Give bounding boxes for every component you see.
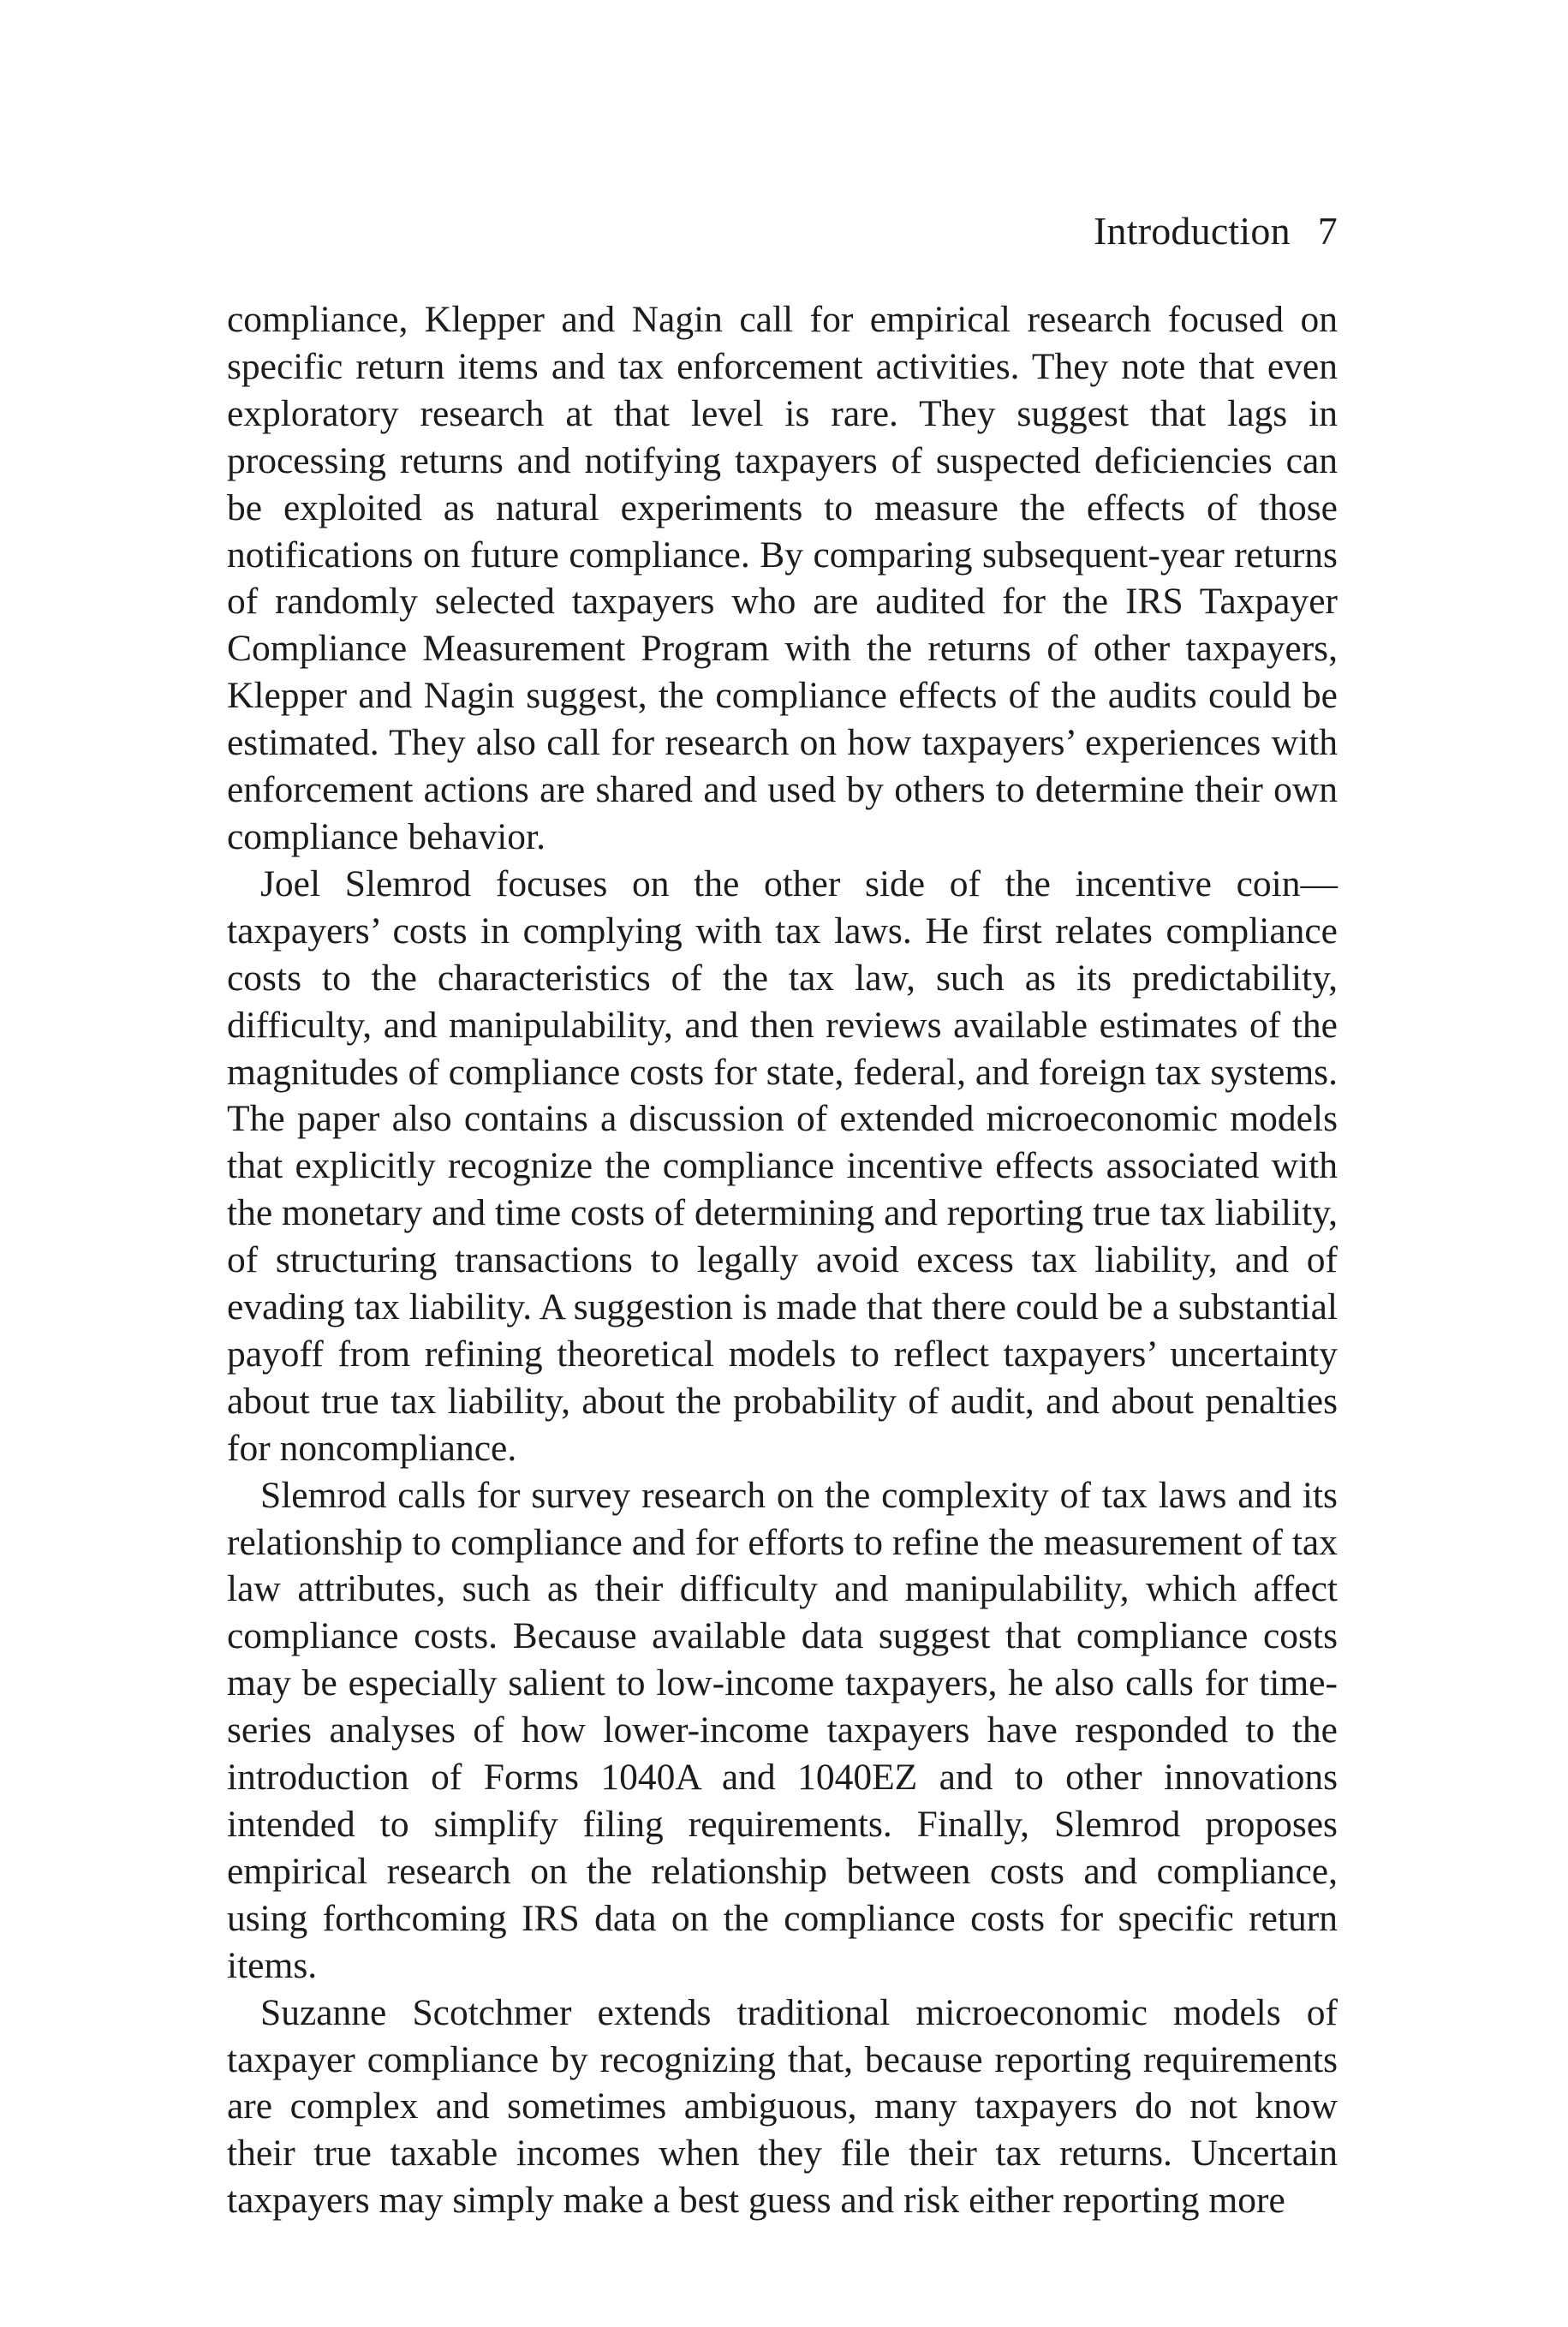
paragraph-scotchmer: Suzanne Scotchmer extends traditional microeconomic models of taxpayer compliance by recognizing that, because reporting requirements are complex and sometimes ambiguous, many taxpayers do not know their true taxable incomes when they file their tax returns. Uncertain taxpayers may simply make a best guess and risk either reporting more xyxy=(227,1991,1338,2222)
running-head xyxy=(227,206,1338,257)
paragraph-continuation: compliance, Klepper and Nagin call for empirical research focused on specific return items and tax enforcement activities. They note that even exploratory research at that level is rare. They suggest that lags in processing returns and notifying taxpayers of suspected deficiencies can be exploited as natural experiments to measure the effects of those notifications on future compliance. By comparing subsequent-year returns of randomly selected taxpayers who are audited for the IRS Taxpayer Compliance Measurement Program with the returns of other taxpayers, Klepper and Nagin suggest, the compliance effects of the audits could be estimated. They also call for research on how taxpayers’ experiences with enforcement actions are shared and used by others to determine their own compliance behavior. xyxy=(227,299,1338,857)
paragraph-slemrod-research: Slemrod calls for survey research on the complexity of tax laws and its relationship to compliance and for efforts to refine the measurement of tax law attributes, such as their difficulty and manipulability, which affect compliance costs. Because available data suggest that compliance costs may be especially salient to low-income taxpayers, he also calls for time-series analyses of how lower-income taxpayers have responded to the introduction of Forms 1040A and 1040EZ and to other innovations intended to simplify filing requirements. Finally, Slemrod proposes empirical research on the relationship between costs and compliance, using forthcoming IRS data on the compliance costs for specific return items. xyxy=(227,1474,1338,1986)
body-text xyxy=(227,296,1338,2224)
running-title: Introduction xyxy=(1094,209,1291,253)
paragraph-slemrod-costs: Joel Slemrod focuses on the other side of the incentive coin—taxpayers’ costs in complying with tax laws. He first relates compliance costs to the characteristics of the tax law, such as its predictability, difficulty, and manipulability, and then reviews available estimates of the magnitudes of compliance costs for state, federal, and foreign tax systems. The paper also contains a discussion of extended microeconomic models that explicitly recognize the compliance incentive effects associated with the monetary and time costs of determining and reporting true tax liability, of structuring transactions to legally avoid excess tax liability, and of evading tax liability. A suggestion is made that there could be a substantial payoff from refining theoretical models to reflect taxpayers’ uncertainty about true tax liability, about the probability of audit, and about penalties for noncompliance. xyxy=(227,862,1338,1469)
page-number: 7 xyxy=(1317,209,1338,253)
